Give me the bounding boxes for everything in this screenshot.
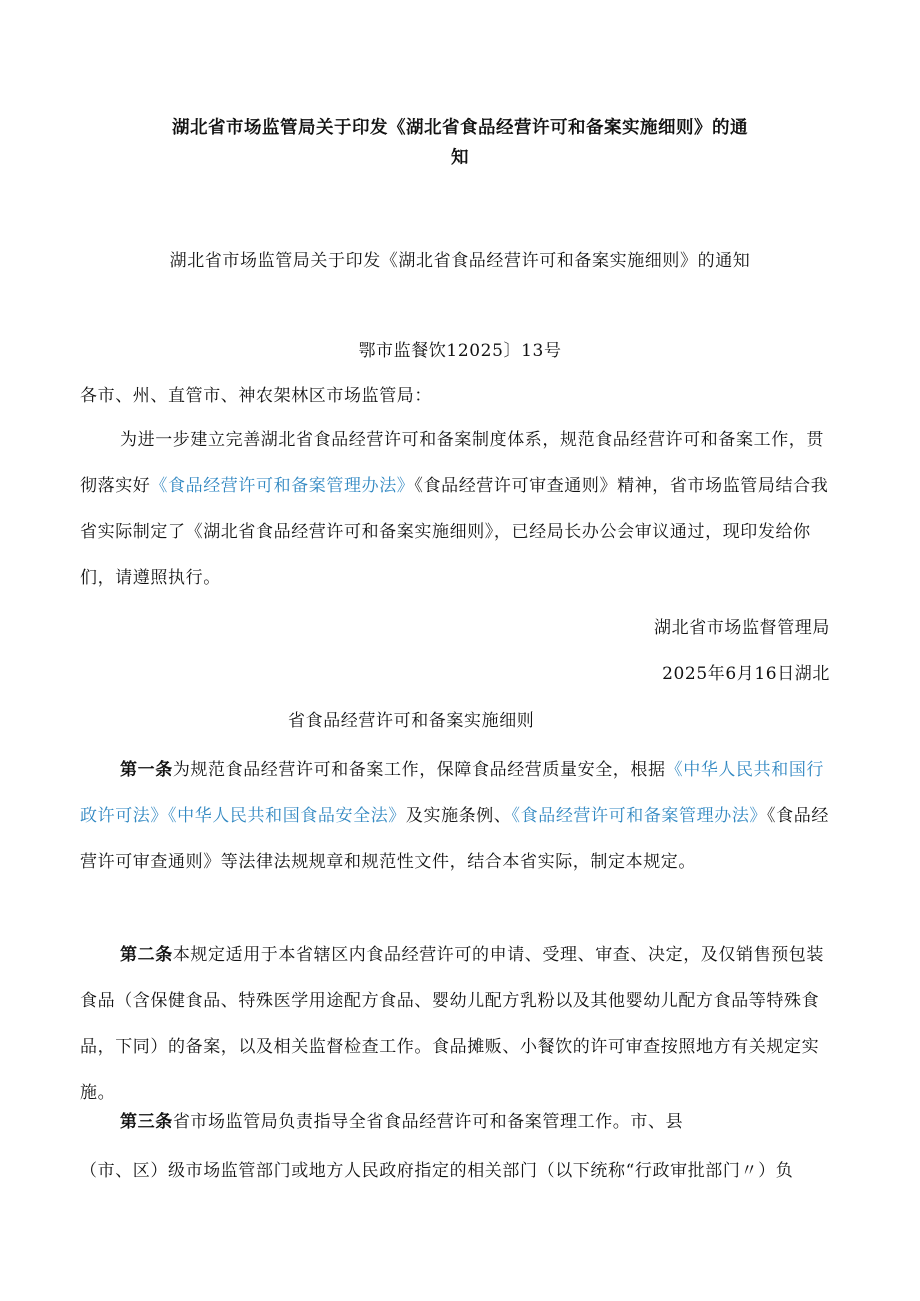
link-food-safety-law[interactable]: 《中华人民共和国食品安全法》	[168, 806, 406, 826]
rules-title: 省食品经营许可和备案实施细则	[288, 711, 535, 731]
intro-text-2: 《食品经营许可审查通则》精神，省市场监管局结合我省实际制定了《湖北省食品经营许可和备案实施细则》，已经局长办公会审议通过，现印发给你们，请遵照执行。	[80, 476, 829, 588]
article-3-line-2: （市、区）级市场监管部门或地方人民政府指定的相关部门（以下统称“行政审批部门〃）负	[80, 1161, 794, 1181]
article-1-text-2: 及实施条例、	[405, 806, 512, 826]
document-title	[150, 113, 770, 173]
article-2	[80, 932, 832, 1116]
intro-paragraph	[80, 417, 832, 601]
intro-text-1: 为进一步建立完善湖北省食品经营许可和备案制度体系，规范食品经营许可和备案工作，贯彻落实好	[80, 430, 824, 496]
article-3-label: 第三条	[120, 1112, 173, 1132]
article-1-label: 第一条	[120, 760, 173, 780]
issue-date: 2025年6月16日湖北	[662, 664, 830, 684]
article-1	[80, 747, 832, 885]
article-2-label: 第二条	[120, 945, 173, 965]
link-administrative-license-law[interactable]: 《中华人民共和国行政许可法》	[80, 760, 825, 826]
addressee: 各市、州、直管市、神农架林区市场监管局：	[80, 386, 432, 406]
article-1-text-3: 《食品经营许可审查通则》等法律法规规章和规范性文件，结合本省实际，制定本规定。	[80, 806, 829, 872]
link-food-business-license-measures-2[interactable]: 《食品经营许可和备案管理办法》	[511, 806, 768, 826]
signature: 湖北省市场监督管理局	[654, 618, 830, 638]
document-title-line-2: 知	[451, 148, 469, 168]
article-1-text-1: 为规范食品经营许可和备案工作，保障食品经营质量安全，根据	[172, 760, 666, 780]
article-2-text: 本规定适用于本省辖区内食品经营许可的申请、受理、审查、决定，及仅销售预包装食品（含保健食品、特殊医学用途配方食品、婴幼儿配方乳粉以及其他婴幼儿配方食品等特殊食品，下同）的备案，以及相关监督检查工作。食品摊贩、小餐饮的许可审查按照地方有关规定实施。	[80, 945, 825, 1103]
document-subtitle: 湖北省市场监管局关于印发《湖北省食品经营许可和备案实施细则》的通知	[169, 251, 751, 271]
link-food-business-license-measures[interactable]: 《食品经营许可和备案管理办法》	[150, 476, 415, 496]
article-3-text-1: 省市场监管局负责指导全省食品经营许可和备案管理工作。市、县	[172, 1112, 684, 1132]
article-3-line-1	[120, 1110, 683, 1134]
document-title-line-1: 湖北省市场监管局关于印发《湖北省食品经营许可和备案实施细则》的通	[172, 118, 748, 138]
document-number: 鄂市监餐饮12025〕13号	[358, 341, 562, 361]
